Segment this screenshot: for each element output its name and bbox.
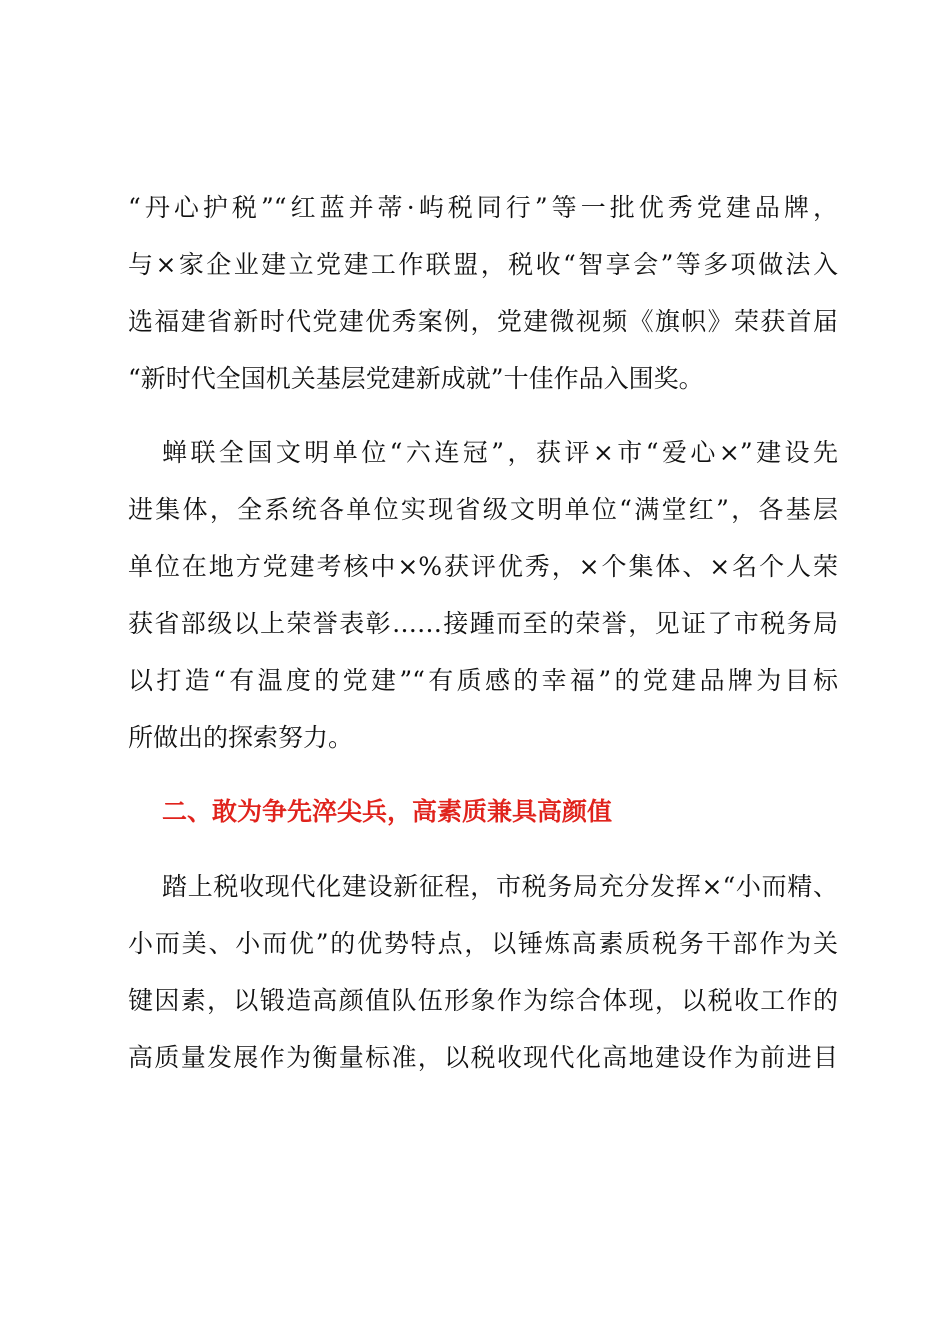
paragraph-2-line-6: 所做出的探索努力。 (128, 723, 354, 752)
paragraph-3-line-1: 踏上税收现代化建设新征程，市税务局充分发挥×“小而精、 (162, 872, 838, 901)
paragraph-2-line-4: 获省部级以上荣誉表彰……接踵而至的荣誉，见证了市税务局 (128, 609, 838, 638)
paragraph-2-line-1: 蝉联全国文明单位“六连冠”，获评×市“爱心×”建设先 (162, 438, 838, 467)
paragraph-3-line-4: 高质量发展作为衡量标准，以税收现代化高地建设作为前进目 (128, 1043, 838, 1072)
paragraph-1-line-2: 与×家企业建立党建工作联盟，税收“智享会”等多项做法入 (128, 250, 838, 279)
paragraph-2-line-5: 以打造“有温度的党建”“有质感的幸福”的党建品牌为目标 (128, 666, 838, 695)
paragraph-1-line-3: 选福建省新时代党建优秀案例，党建微视频《旗帜》荣获首届 (128, 307, 838, 336)
section-heading: 二、敢为争先淬尖兵，高素质兼具高颜值 (162, 797, 613, 826)
paragraph-2-line-3: 单位在地方党建考核中×%获评优秀，×个集体、×名个人荣 (128, 552, 838, 581)
paragraph-1-line-4: “新时代全国机关基层党建新成就”十佳作品入围奖。 (128, 364, 704, 393)
paragraph-3-line-2: 小而美、小而优”的优势特点，以锤炼高素质税务干部作为关 (128, 929, 838, 958)
paragraph-2-line-2: 进集体，全系统各单位实现省级文明单位“满堂红”，各基层 (128, 495, 838, 524)
paragraph-1-line-1: “丹心护税”“红蓝并蒂·屿税同行”等一批优秀党建品牌， (128, 193, 838, 222)
paragraph-3-line-3: 键因素，以锻造高颜值队伍形象作为综合体现，以税收工作的 (128, 986, 838, 1015)
